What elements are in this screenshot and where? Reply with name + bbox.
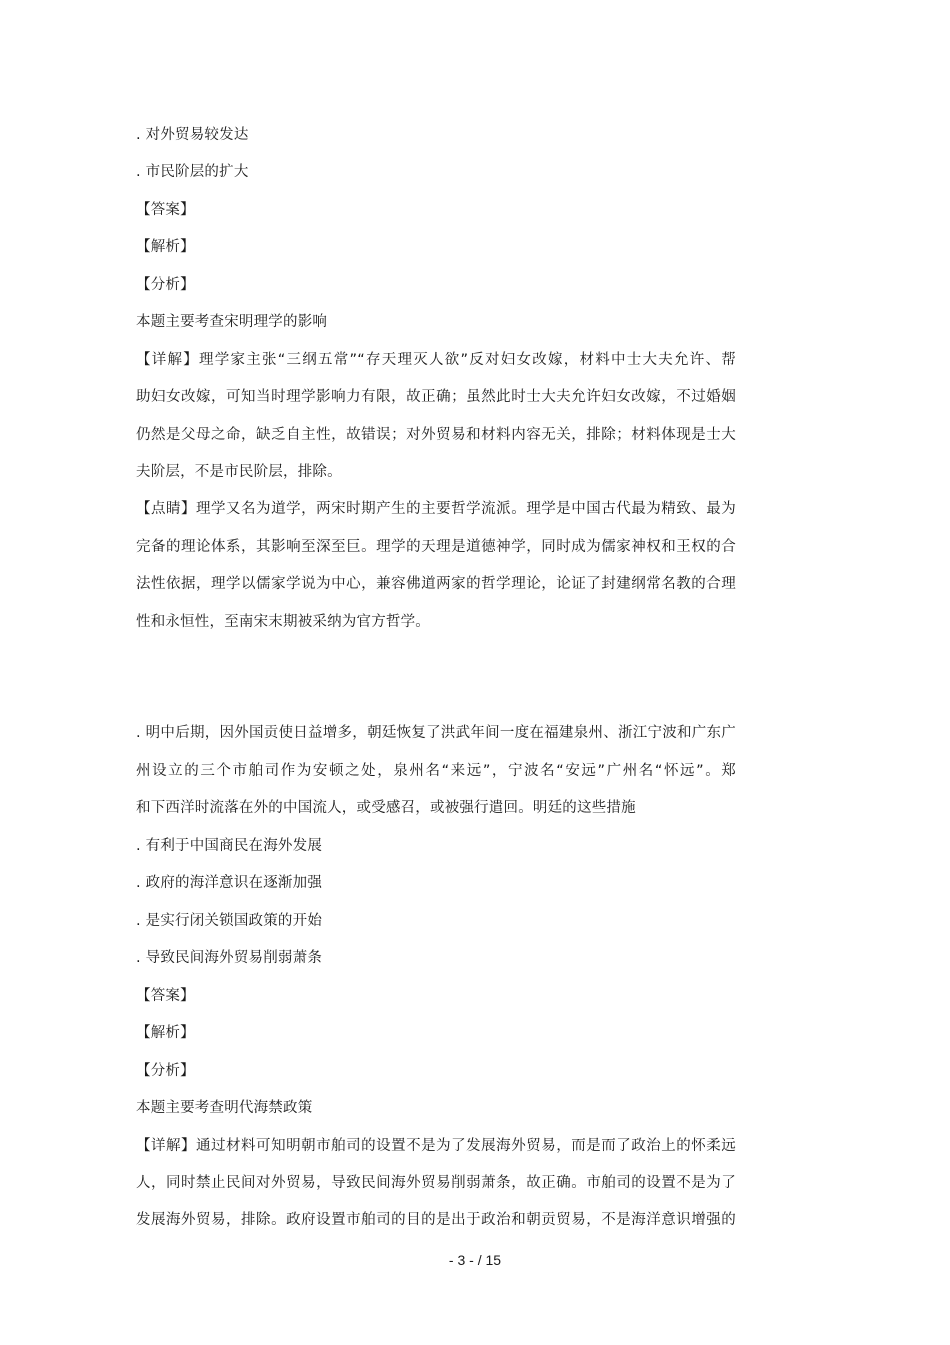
- question-stem-line: . 明中后期，因外国贡使日益增多，朝廷恢复了洪武年间一度在福建泉州、浙江宁波和广东广: [136, 725, 736, 741]
- section-label-answer: 【答案】: [136, 202, 195, 218]
- option-line: . 对外贸易较发达: [136, 127, 249, 143]
- option-line: . 是实行闭关锁国政策的开始: [136, 913, 323, 929]
- tip-paragraph-line: 法性依据，理学以儒家学说为中心，兼容佛道两家的哲学理论，论证了封建纲常名教的合理: [136, 576, 736, 592]
- detail-paragraph-line: 发展海外贸易，排除。政府设置市舶司的目的是出于政治和朝贡贸易，不是海洋意识增强的: [136, 1212, 736, 1228]
- section-label-analysis: 【分析】: [136, 1063, 195, 1079]
- question-stem-line: 州设立的三个市舶司作为安顿之处，泉州名“来远”，宁波名“安远”广州名“怀远”。郑: [136, 763, 736, 779]
- tip-paragraph-line: 性和永恒性，至南宋末期被采纳为官方哲学。: [136, 614, 430, 630]
- detail-paragraph-line: 【详解】理学家主张“三纲五常”“存天理灭人欲”反对妇女改嫁，材料中士大夫允许、帮: [136, 352, 736, 368]
- detail-paragraph-line: 【详解】通过材料可知明朝市舶司的设置不是为了发展海外贸易，而是而了政治上的怀柔远: [136, 1138, 736, 1154]
- detail-paragraph-line: 助妇女改嫁，可知当时理学影响力有限，故正确；虽然此时士大夫允许妇女改嫁，不过婚姻: [136, 389, 736, 405]
- detail-paragraph-line: 人，同时禁止民间对外贸易，导致民间海外贸易削弱萧条，故正确。市舶司的设置不是为了: [136, 1175, 736, 1191]
- page-number: - 3 - / 15: [448, 1252, 502, 1268]
- tip-paragraph-line: 【点睛】理学又名为道学，两宋时期产生的主要哲学流派。理学是中国古代最为精致、最为: [136, 501, 736, 517]
- section-label-explanation: 【解析】: [136, 1025, 195, 1041]
- analysis-text: 本题主要考查明代海禁政策: [136, 1100, 313, 1116]
- option-line: . 有利于中国商民在海外发展: [136, 838, 323, 854]
- option-line: . 政府的海洋意识在逐渐加强: [136, 875, 323, 891]
- section-label-answer: 【答案】: [136, 988, 195, 1004]
- option-line: . 市民阶层的扩大: [136, 164, 249, 180]
- section-label-explanation: 【解析】: [136, 239, 195, 255]
- tip-paragraph-line: 完备的理论体系，其影响至深至巨。理学的天理是道德神学，同时成为儒家神权和王权的合: [136, 539, 736, 555]
- detail-paragraph-line: 仍然是父母之命，缺乏自主性，故错误；对外贸易和材料内容无关，排除；材料体现是士大: [136, 427, 736, 443]
- detail-paragraph-line: 夫阶层，不是市民阶层，排除。: [136, 464, 342, 480]
- section-label-analysis: 【分析】: [136, 277, 195, 293]
- option-line: . 导致民间海外贸易削弱萧条: [136, 950, 323, 966]
- question-stem-line: 和下西洋时流落在外的中国流人，或受感召，或被强行遣回。明廷的这些措施: [136, 800, 636, 816]
- analysis-text: 本题主要考查宋明理学的影响: [136, 314, 328, 330]
